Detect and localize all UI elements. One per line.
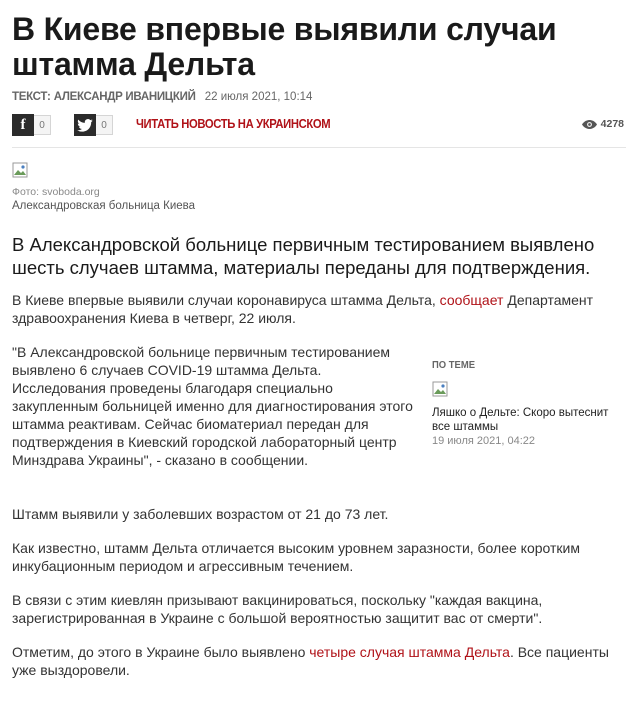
view-count: 4278 xyxy=(600,118,624,130)
broken-image-icon xyxy=(12,162,28,178)
related-sidebar xyxy=(432,359,626,447)
article-title: В Киеве впервые выявили случаи штамма Дельта xyxy=(12,11,557,82)
divider xyxy=(12,147,626,148)
paragraph: Отметим, до этого в Украине было выявлено четыре случая штамма Дельта. Все пациенты уже выздоровели. xyxy=(12,644,609,678)
related-news-link[interactable]: четыре случая штамма Дельта xyxy=(309,644,510,660)
photo-source: Фото: svoboda.org xyxy=(12,186,100,198)
source-link[interactable]: сообщает xyxy=(439,292,504,308)
related-article-date: 19 июля 2021, 04:22 xyxy=(432,435,535,447)
facebook-icon: f xyxy=(12,114,34,136)
twitter-share-button[interactable] xyxy=(74,114,113,136)
facebook-share-count: 0 xyxy=(34,115,51,135)
twitter-icon xyxy=(74,114,96,136)
paragraph: Штамм выявили у заболевших возрастом от 21 до 73 лет. xyxy=(12,506,389,522)
quote-paragraph: "В Александровской больнице первичным тестированием выявлено 6 случаев COVID-19 штамма Дельта. Исследования проведены благодаря специально закупленным больницей именно для диагностирования этого штамма реактивам. Сейчас биоматериал передан для подтверждения в Киевский городской лабораторный центр Минздрава Украины", - сказано в сообщении. xyxy=(12,344,413,468)
facebook-share-button[interactable] xyxy=(12,114,51,136)
article-lead: В Александровской больнице первичным тестированием выявлено шесть случаев штамма, материалы переданы для подтверждения. xyxy=(12,234,595,278)
byline-prefix: ТЕКСТ: xyxy=(12,91,51,103)
related-article-link[interactable]: Ляшко о Дельте: Скоро вытеснит все штаммы xyxy=(432,407,609,433)
photo-caption: Александровская больница Киева xyxy=(12,200,196,212)
share-bar xyxy=(12,114,626,148)
broken-image-icon[interactable] xyxy=(432,381,448,397)
twitter-share-count: 0 xyxy=(96,115,113,135)
paragraph: Как известно, штамм Дельта отличается высоким уровнем заразности, более коротким инкубационным периодом и агрессивным течением. xyxy=(12,540,580,574)
author-name[interactable]: АЛЕКСАНДР ИВАНИЦКИЙ xyxy=(53,91,196,103)
paragraph: В связи с этим киевлян призывают вакцинироваться, поскольку "каждая вакцина, зарегистрированная в Украине с большой вероятностью защитит вас от смерти". xyxy=(12,592,543,626)
related-title: ПО ТЕМЕ xyxy=(432,359,476,371)
eye-icon xyxy=(582,120,597,129)
paragraph: В Киеве впервые выявили случаи коронавируса штамма Дельта, сообщает Департамент здравоохранения Киева в четверг, 22 июля. xyxy=(12,292,594,326)
article-container xyxy=(12,0,626,679)
byline xyxy=(12,90,626,104)
article-photo xyxy=(12,148,626,213)
publish-date: 22 июля 2021, 10:14 xyxy=(204,91,313,103)
read-ukrainian-link[interactable]: ЧИТАТЬ НОВОСТЬ НА УКРАИНСКОМ xyxy=(136,117,331,131)
view-counter xyxy=(582,118,624,130)
quote-section xyxy=(12,343,626,493)
